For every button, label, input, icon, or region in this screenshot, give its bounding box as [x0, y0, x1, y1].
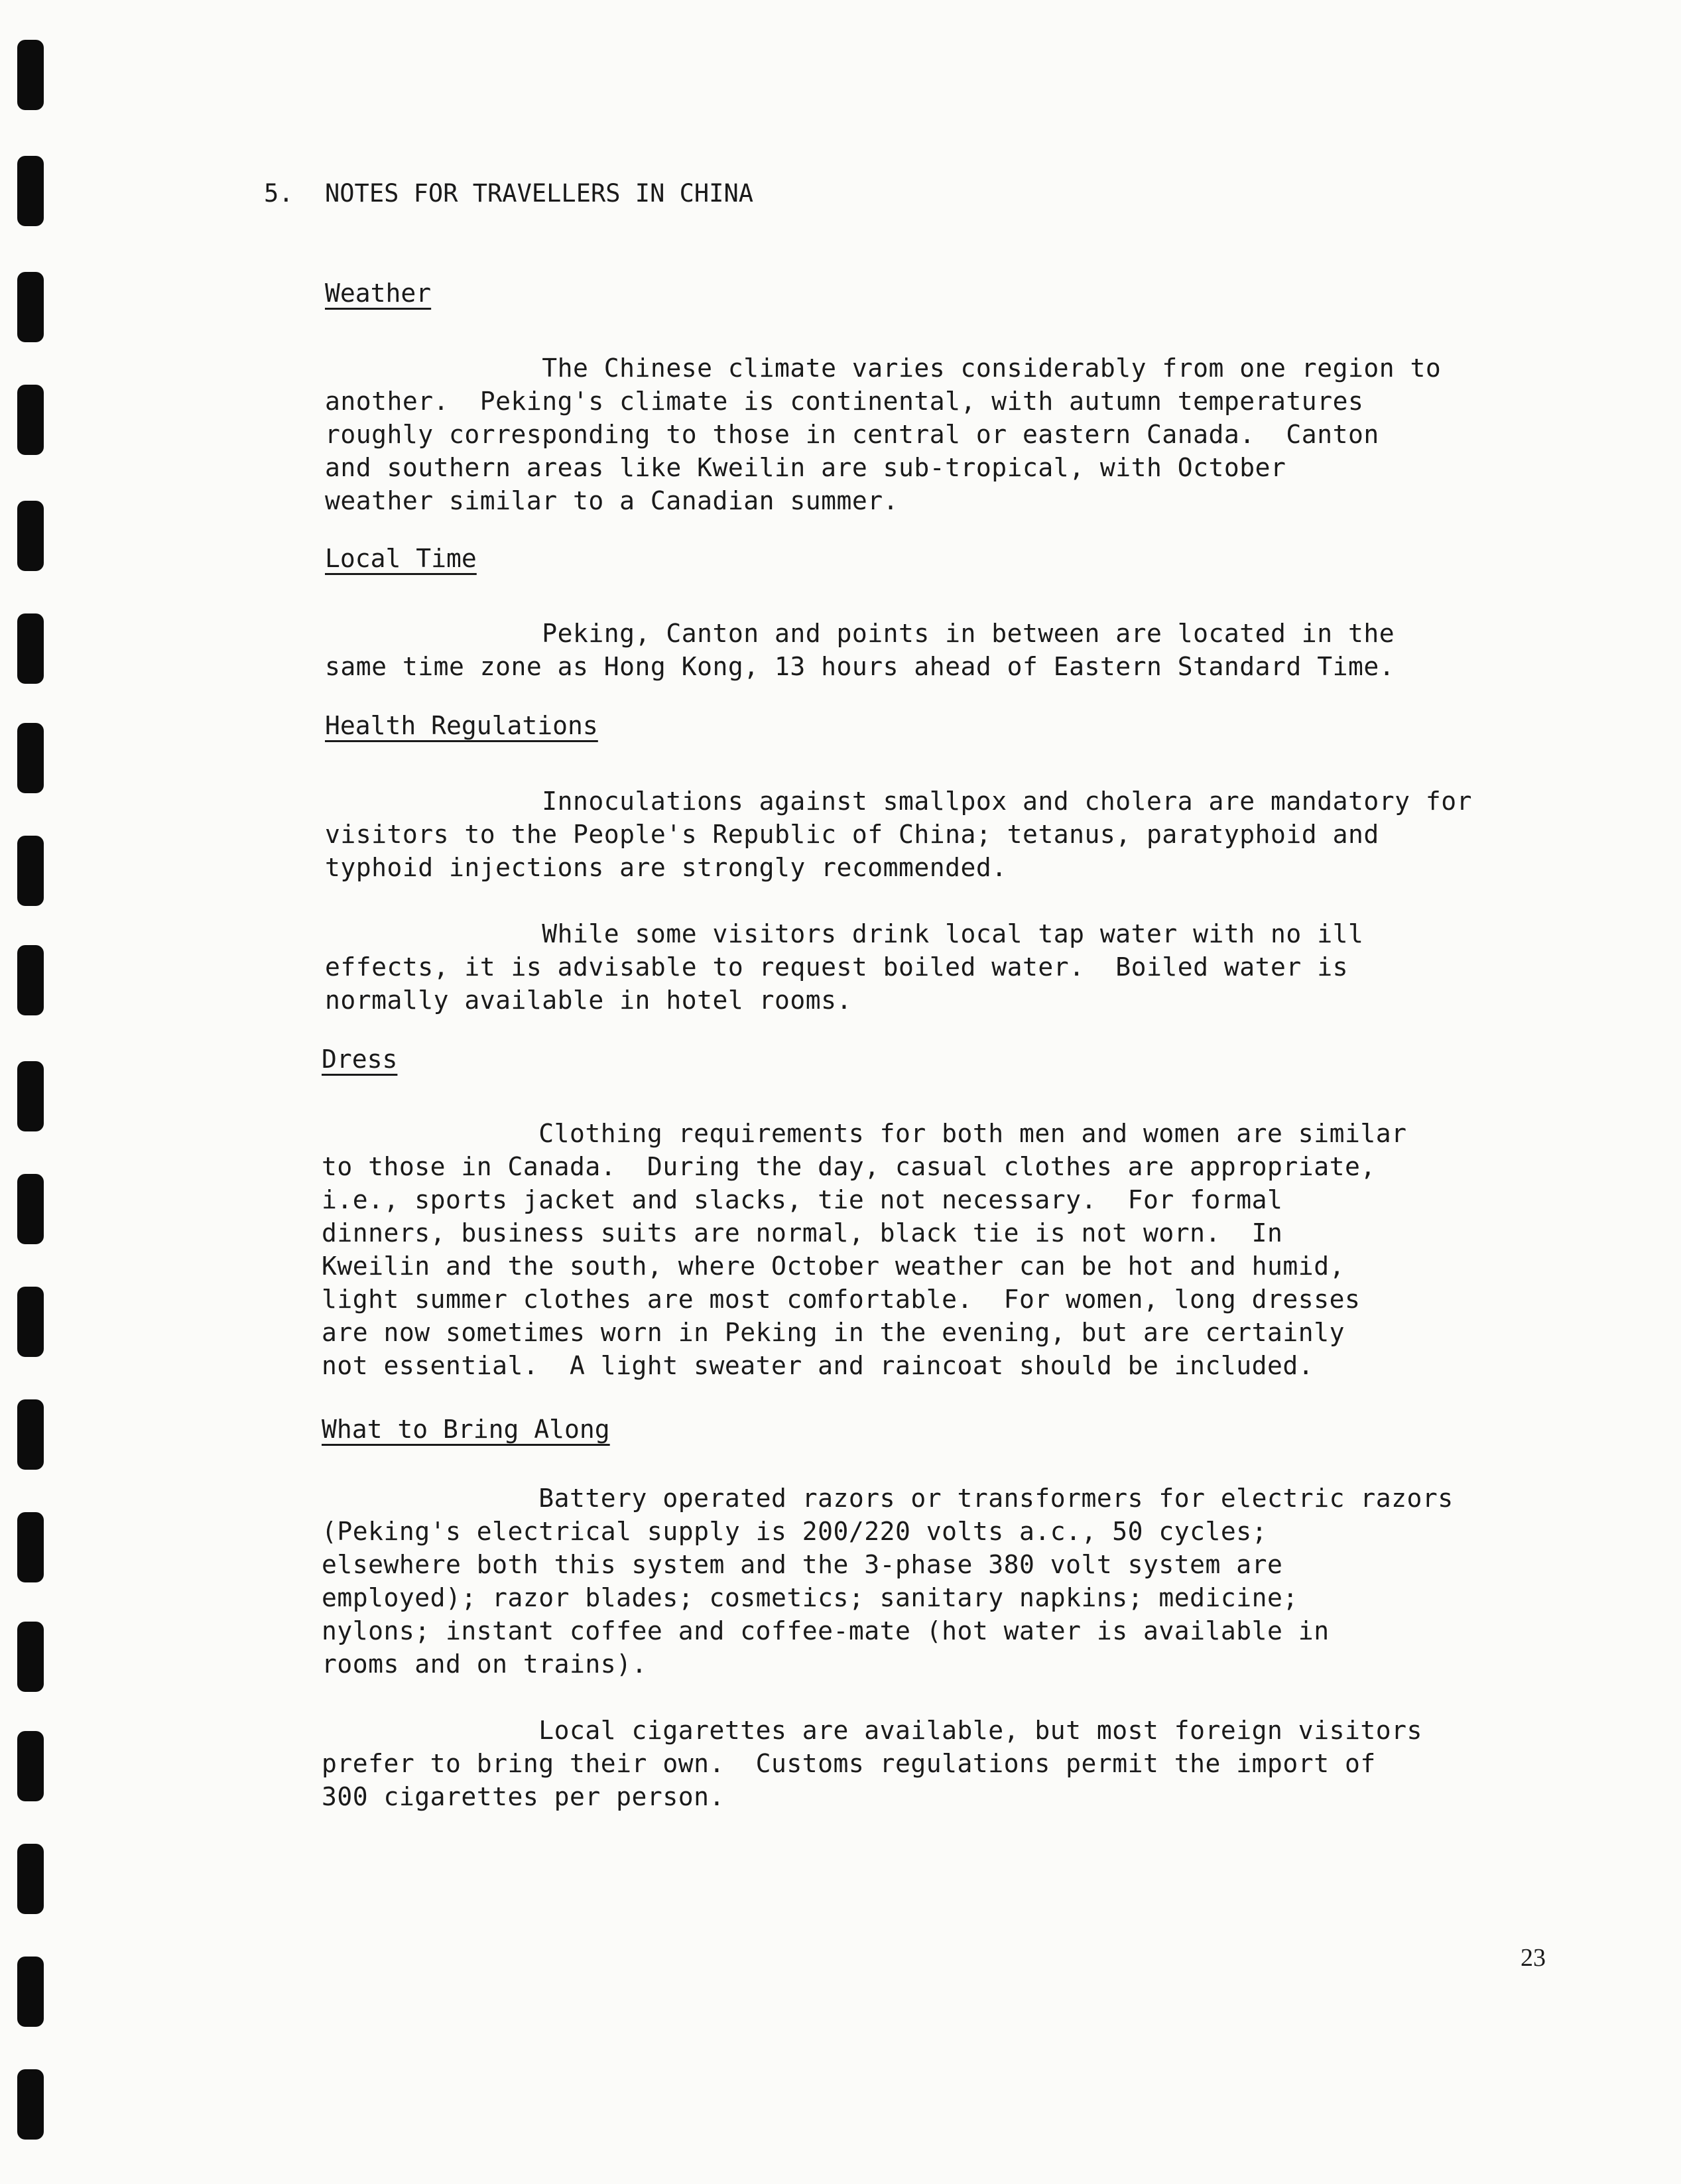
- dress-title: Dress: [322, 1045, 398, 1074]
- local-time-title: Local Time: [325, 544, 477, 573]
- binder-hole: [17, 1622, 44, 1692]
- binder-hole: [17, 40, 44, 110]
- health-paragraph-2: While some visitors drink local tap water with no ill effects, it is advisable to request boiled water. Boiled water is normally available in hotel rooms.: [325, 919, 1364, 1015]
- what-to-bring-paragraph-1: Battery operated razors or transformers for electric razors (Peking's electrical supply is 200/220 volts a.c., 50 cycles; elsewhere both this system and the 3-phase 380 volt system are employed); razor blades; cosmetics; sanitary napkins; medicine; nylons; instant coffee and coffee-mate (hot water is available in rooms and on trains).: [322, 1484, 1454, 1679]
- health-regulations-title: Health Regulations: [325, 711, 598, 740]
- binder-hole: [17, 1957, 44, 2027]
- health-paragraph-1: Innoculations against smallpox and cholera are mandatory for visitors to the People's Republic of China; tetanus, paratyphoid and typhoid injections are strongly recommended.: [325, 787, 1472, 882]
- binder-hole: [17, 1174, 44, 1244]
- binder-hole: [17, 385, 44, 455]
- local-time-paragraph: Peking, Canton and points in between are located in the same time zone as Hong Kong, 13 hours ahead of Eastern Standard Time.: [325, 619, 1395, 681]
- binder-hole: [17, 1061, 44, 1131]
- binder-hole: [17, 501, 44, 571]
- what-to-bring-title: What to Bring Along: [322, 1415, 610, 1444]
- weather-paragraph: The Chinese climate varies considerably from one region to another. Peking's climate is continental, with autumn temperatures roughly corresponding to those in central or eastern Canada. Canton and southern areas like Kweilin are sub-tropical, with October weather similar to a Canadian summer.: [325, 353, 1442, 515]
- section-number: 5.: [264, 179, 294, 208]
- what-to-bring-paragraph-2: Local cigarettes are available, but most foreign visitors prefer to bring their own. Customs regulations permit the import of 300 cigarettes per person.: [322, 1716, 1422, 1811]
- dress-paragraph: Clothing requirements for both men and women are similar to those in Canada. During the day, casual clothes are appropriate, i.e., sports jacket and slacks, tie not necessary. For formal dinners, business suits are normal, black tie is not worn. In Kweilin and the south, where October weather can be hot and humid, light summer clothes are most comfortable. For women, long dresses are now sometimes worn in Peking in the evening, but are certainly not essential. A light sweater and raincoat should be included.: [322, 1119, 1407, 1380]
- binder-hole: [17, 1287, 44, 1357]
- binder-hole: [17, 613, 44, 684]
- binder-hole: [17, 2069, 44, 2140]
- section-heading: NOTES FOR TRAVELLERS IN CHINA: [325, 179, 754, 208]
- binder-hole: [17, 1512, 44, 1582]
- binder-hole: [17, 272, 44, 342]
- binder-hole: [17, 836, 44, 906]
- page-number: 23: [1521, 1944, 1546, 1972]
- binder-hole: [17, 1844, 44, 1914]
- binder-hole: [17, 945, 44, 1015]
- binder-hole: [17, 723, 44, 793]
- binder-hole: [17, 156, 44, 226]
- weather-title: Weather: [325, 279, 432, 308]
- binder-hole: [17, 1731, 44, 1801]
- binder-hole: [17, 1399, 44, 1470]
